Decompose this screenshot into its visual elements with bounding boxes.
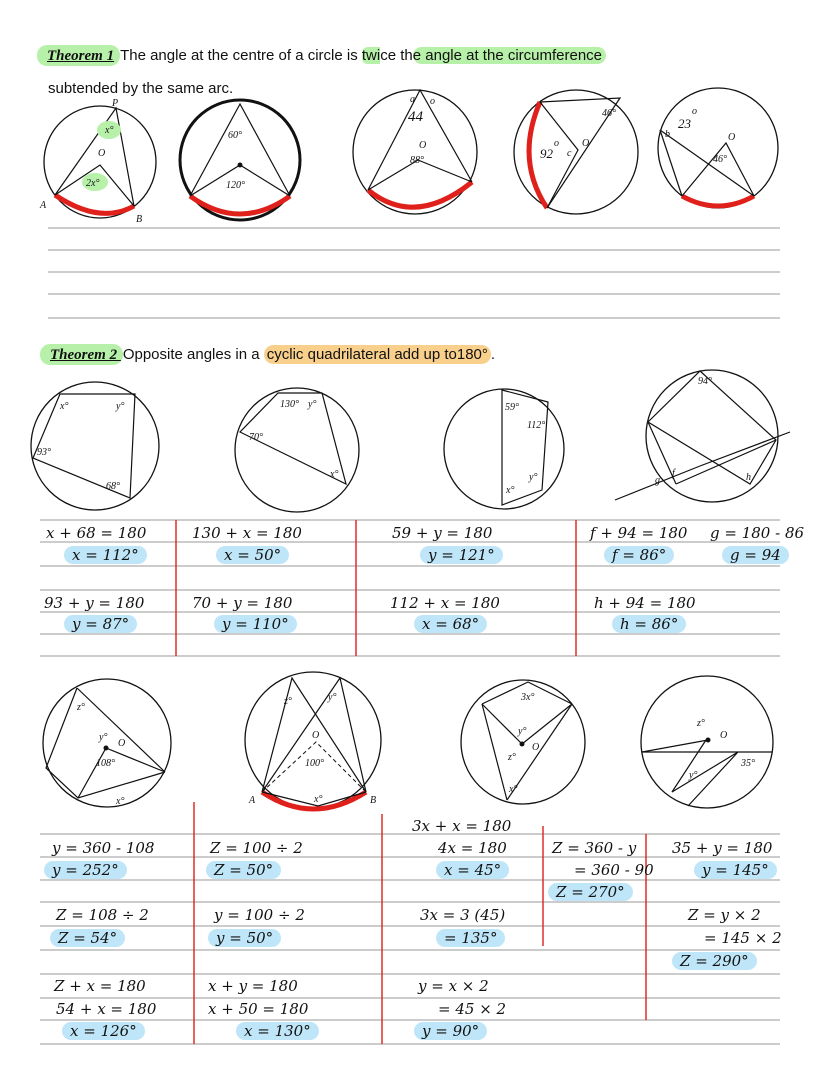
t1d4-label-c: c	[567, 148, 572, 159]
s3-c1-line4: Z = 54°	[50, 929, 125, 947]
t1d1-label-O: O	[98, 148, 106, 159]
theorem1-text-e: subtended by the same arc.	[48, 80, 234, 97]
s3c1-label-y: y°	[99, 732, 108, 743]
t1d3-answer: 44	[408, 109, 423, 125]
t2q2-label-70: 70°	[249, 432, 263, 443]
s3-c4b-line1: 35 + y = 180	[672, 839, 773, 857]
t2q1-label-93: 93°	[37, 447, 51, 458]
theorem2-text-b: cyclic quadrilateral add up to180°	[264, 345, 491, 364]
t2q3-label-112: 112°	[527, 420, 546, 431]
s3-c2-line4: y = 50°	[208, 929, 281, 947]
t1d1-label-P: P	[112, 98, 119, 109]
s3c1-label-108: 108°	[96, 758, 115, 769]
t2-work-r3-c3: 112 + x = 180	[390, 594, 500, 612]
t2-work-r2-c5: g = 94	[722, 546, 789, 564]
t2q3-label-y: y°	[529, 472, 538, 483]
s3-c2-line3: y = 100 ÷ 2	[214, 906, 305, 924]
t1d4-label-O: O	[582, 138, 590, 149]
t2-work-r3-c1: 93 + y = 180	[44, 594, 145, 612]
s3c2-label-O: O	[312, 730, 320, 741]
s3-c1-line6: 54 + x = 180	[56, 1000, 157, 1018]
s3-c2-line5: x + y = 180	[208, 977, 298, 995]
t2-work-r3-c2: 70 + y = 180	[192, 594, 293, 612]
t1d1-label-x: x°	[105, 125, 114, 136]
s3c4-label-y: y°	[689, 770, 698, 781]
t2q3-label-x: x°	[506, 485, 515, 496]
s3-c4b-line4: = 145 × 2	[704, 929, 782, 947]
s3-c1-line5: Z + x = 180	[54, 977, 146, 995]
t2-work-r2-c1: x = 112°	[64, 546, 147, 564]
t1d1-label-2x: 2x°	[86, 178, 100, 189]
s3c3-label-3x: 3x°	[521, 692, 535, 703]
s3-c3-line7: = 45 × 2	[438, 1000, 507, 1018]
s3-c3-line4: 3x = 3 (45)	[420, 906, 506, 924]
s3-c1-line3: Z = 108 ÷ 2	[56, 906, 149, 924]
t1d4-label-46: 46°	[602, 108, 616, 119]
s3c3-label-z: z°	[508, 752, 516, 763]
s3-c2-line1: Z = 100 ÷ 2	[210, 839, 303, 857]
s3-c4b-line5: Z = 290°	[672, 952, 757, 970]
t2-work-r1-c5: g = 180 - 86	[710, 524, 805, 542]
theorem2-text-a: Opposite angles in a	[122, 346, 264, 363]
s3c2-label-B: B	[370, 795, 377, 806]
t1d2-label-60: 60°	[228, 130, 242, 141]
theorem1-text-b: twi	[361, 47, 381, 64]
t2q2-label-x: x°	[330, 469, 339, 480]
t2-work-r2-c3: y = 121°	[420, 546, 503, 564]
t2q4-label-h: h	[746, 472, 751, 483]
t2-work-r1-c1: x + 68 = 180	[46, 524, 147, 542]
t2q4-label-94: 94°	[698, 376, 712, 387]
s3-c3-line3: x = 45°	[436, 861, 509, 879]
s3-circle-3	[461, 680, 585, 804]
s3c4-label-z: z°	[697, 718, 705, 729]
s3-c4a-line2: = 360 - 90	[574, 861, 654, 879]
s3-c3-line5: = 135°	[436, 929, 505, 947]
s3-c4b-line3: Z = y × 2	[688, 906, 761, 924]
s3-c1-line7: x = 126°	[62, 1022, 145, 1040]
t1d5-answer-deg: o	[692, 106, 697, 117]
t1d4-answer: 92	[540, 146, 553, 161]
t2q1-label-x: x°	[60, 401, 69, 412]
s3c4-label-35: 35°	[741, 758, 755, 769]
s3c4-label-O: O	[720, 730, 728, 741]
t2q2-label-y: y°	[308, 399, 317, 410]
s3c3-label-y: y°	[518, 726, 527, 737]
t1d5-label-b: b	[665, 129, 670, 140]
s3-c4b-line2: y = 145°	[694, 861, 777, 879]
s3c2-label-z: z°	[284, 696, 292, 707]
s3-c3-line6: y = x × 2	[418, 977, 489, 995]
s3c2-label-A: A	[249, 795, 256, 806]
s3c2-label-x: x°	[314, 794, 323, 805]
t2-work-r4-c3: x = 68°	[414, 615, 487, 633]
s3-c3-line8: y = 90°	[414, 1022, 487, 1040]
s3-circle-4	[641, 676, 773, 808]
t1d3-label-88: 88°	[410, 155, 424, 166]
s3c2-label-y: y°	[328, 692, 337, 703]
t2-work-r3-c4: h + 94 = 180	[594, 594, 696, 612]
t2q1-label-68: 68°	[106, 481, 120, 492]
s3-c2-line7: x = 130°	[236, 1022, 319, 1040]
t2q4-label-g: g	[655, 475, 660, 486]
t1d2-label-120: 120°	[226, 180, 245, 191]
s3c3-label-O: O	[532, 742, 540, 753]
t2-work-r1-c2: 130 + x = 180	[192, 524, 302, 542]
s3-c4a-line1: Z = 360 - y	[552, 839, 637, 857]
s3c1-label-z: z°	[77, 702, 85, 713]
t2-work-r1-c3: 59 + y = 180	[392, 524, 493, 542]
s3-circle-1	[43, 679, 171, 807]
t1d5-answer: 23	[678, 116, 691, 131]
s3-circle-2	[245, 672, 381, 809]
s3c1-label-x: x°	[116, 796, 125, 807]
t2q4-label-f: f	[672, 468, 675, 479]
theorem1-text-c: ce th	[380, 47, 413, 64]
t1d3-label-O: O	[419, 140, 427, 151]
t2-work-r4-c2: y = 110°	[214, 615, 297, 633]
theorem2-title: Theorem 2	[50, 347, 121, 363]
s3-c2-line6: x + 50 = 180	[208, 1000, 309, 1018]
theorem1-text-a: The angle at the centre of a circle is	[120, 47, 362, 64]
t2q2-label-130: 130°	[280, 399, 299, 410]
theorem1-text-d: e angle at the circumference	[413, 47, 606, 64]
s3-c3-line1: 3x + x = 180	[412, 817, 512, 835]
s3c2-label-100: 100°	[305, 758, 324, 769]
theorem1-title: Theorem 1	[47, 48, 115, 64]
t2-work-r4-c1: y = 87°	[64, 615, 137, 633]
t1d5-label-O: O	[728, 132, 736, 143]
theorem2-text-c: .	[490, 346, 496, 363]
t1d1-label-B: B	[136, 214, 143, 225]
t1d1-label-A: A	[40, 200, 47, 211]
s3-c1-line1: y = 360 - 108	[52, 839, 155, 857]
t2-work-r1-c4: f + 94 = 180	[590, 524, 688, 542]
t1d4-answer-deg: o	[554, 138, 559, 149]
s3-c4a-line3: Z = 270°	[548, 883, 633, 901]
t1d3-label-a: a	[410, 94, 415, 105]
t2-work-r4-c4: h = 86°	[612, 615, 686, 633]
s3-c1-line2: y = 252°	[44, 861, 127, 879]
s3-c3-line2: 4x = 180	[438, 839, 507, 857]
t2q3-label-59: 59°	[505, 402, 519, 413]
t1d3-answer-deg: o	[430, 96, 435, 107]
s3c1-label-O: O	[118, 738, 126, 749]
s3c3-label-x: x°	[509, 784, 518, 795]
t2-work-r2-c4: f = 86°	[604, 546, 674, 564]
t1d5-label-46: 46°	[713, 154, 727, 165]
t2q1-label-y: y°	[116, 401, 125, 412]
s3-c2-line2: Z = 50°	[206, 861, 281, 879]
t2-work-r2-c2: x = 50°	[216, 546, 289, 564]
